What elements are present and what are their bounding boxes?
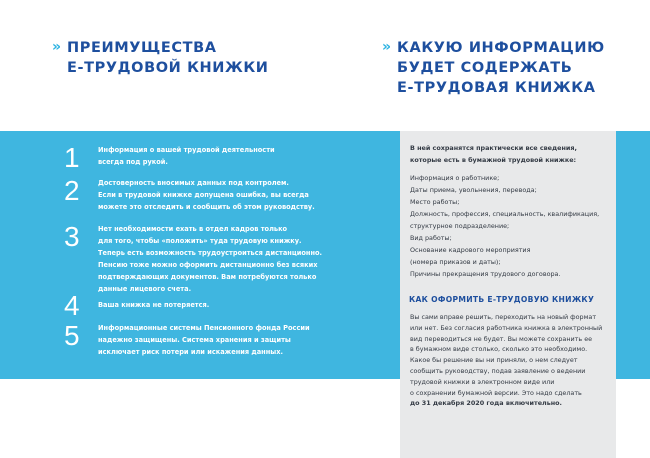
- heading-line: КАКУЮ ИНФОРМАЦИЮ: [397, 40, 605, 56]
- benefit-item: [64, 322, 313, 358]
- benefits-heading: [52, 38, 269, 78]
- benefit-number: 3: [64, 221, 80, 252]
- info-item: Причины прекращения трудового договора.: [410, 270, 561, 278]
- benefit-text: [98, 292, 313, 311]
- how-to-line: о сохранении бумажной версии. Это надо сделать: [410, 388, 582, 397]
- heading-line: Е-ТРУДОВОЙ КНИЖКИ: [67, 60, 269, 76]
- benefit-text: [98, 144, 313, 168]
- benefit-line: Ваша книжка не потеряется.: [98, 301, 210, 309]
- info-list: [410, 142, 610, 280]
- benefit-text: [98, 322, 313, 358]
- double-chevron-icon: »: [382, 39, 390, 55]
- info-item: структурное подразделение;: [410, 222, 510, 230]
- benefit-line: Теперь есть возможность трудоустроиться дистанционно.: [98, 249, 323, 257]
- benefit-number: 2: [64, 175, 80, 206]
- benefit-line: подтверждающих документов. Вам потребуются только: [98, 273, 317, 281]
- info-item: Вид работы;: [410, 234, 452, 242]
- heading-line: БУДЕТ СОДЕРЖАТЬ: [397, 60, 573, 76]
- benefit-text: [98, 223, 323, 295]
- how-to-line: Вы сами вправе решить, переходить на новый формат: [410, 313, 597, 321]
- benefit-number: 4: [64, 290, 80, 321]
- benefit-item: [64, 144, 313, 172]
- info-item: Основание кадрового мероприятия: [410, 246, 531, 254]
- benefit-line: всегда под рукой.: [98, 158, 168, 166]
- benefit-item: [64, 292, 313, 320]
- info-item: Место работы;: [410, 198, 460, 206]
- info-heading: [382, 38, 605, 98]
- benefit-line: для того, чтобы «положить» туда трудовую книжку.: [98, 237, 302, 245]
- benefit-item: [64, 221, 323, 295]
- heading-line: Е-ТРУДОВАЯ КНИЖКА: [397, 80, 596, 96]
- double-chevron-icon: »: [52, 39, 60, 55]
- benefit-line: Информационные системы Пенсионного фонда России: [98, 324, 310, 332]
- info-item: (номера приказов и даты);: [410, 258, 501, 266]
- how-to-line: вид переводиться не будет. Вы можете сохранить ее: [410, 334, 593, 343]
- how-to-line: трудовой книжки в электронном виде или: [410, 377, 555, 386]
- how-to-line: сообщить руководству, подав заявление о ведении: [410, 366, 586, 375]
- info-item: Должность, профессия, специальность, квалификация,: [410, 210, 600, 218]
- how-to-text: [410, 312, 610, 409]
- benefit-text: [98, 177, 313, 213]
- benefit-line: Пенсию тоже можно оформить дистанционно без всяких: [98, 261, 318, 269]
- benefit-line: надежно защищены. Система хранения и защиты: [98, 336, 291, 344]
- how-to-line: Какое бы решение вы ни приняли, о нем следует: [410, 356, 578, 365]
- benefit-line: можете это отследить и сообщить об этом руководству.: [98, 203, 315, 211]
- benefit-number: 5: [64, 320, 80, 351]
- info-item: Даты приема, увольнения, перевода;: [410, 186, 537, 194]
- info-intro: которые есть в бумажной трудовой книжке:: [410, 156, 577, 164]
- benefit-line: Если в трудовой книжке допущена ошибка, вы всегда: [98, 191, 309, 199]
- how-to-line: или нет. Без согласия работника книжка в электронный: [410, 323, 603, 332]
- benefit-line: данные лицевого счета.: [98, 285, 192, 293]
- how-to-heading: КАК ОФОРМИТЬ Е-ТРУДОВУЮ КНИЖКУ: [409, 295, 595, 304]
- benefit-line: Достоверность вносимых данных под контролем.: [98, 179, 289, 187]
- how-to-line: в бумажном виде столько, сколько это необходимо.: [410, 345, 588, 354]
- info-intro: В ней сохранятся практически все сведения,: [410, 144, 577, 152]
- info-item: Информация о работнике;: [410, 174, 500, 182]
- benefit-item: [64, 177, 313, 213]
- benefit-line: Информация о вашей трудовой деятельности: [98, 146, 275, 154]
- heading-line: ПРЕИМУЩЕСТВА: [67, 40, 217, 56]
- how-to-deadline: до 31 декабря 2020 года включительно.: [410, 399, 562, 408]
- benefit-line: Нет необходимости ехать в отдел кадров только: [98, 225, 288, 233]
- benefit-line: исключает риск потери или искажения данных.: [98, 348, 284, 356]
- benefit-number: 1: [64, 142, 80, 173]
